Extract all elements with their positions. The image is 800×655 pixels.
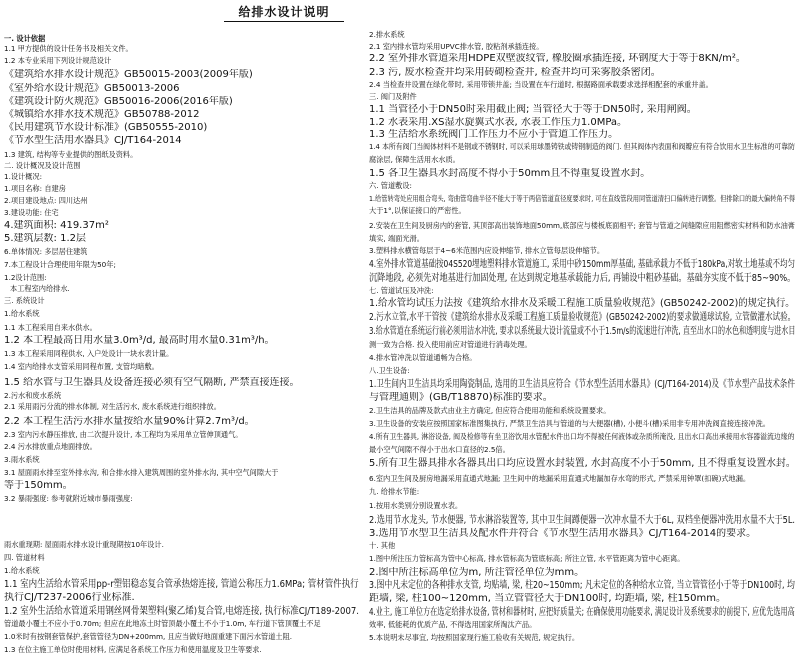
right-line: 效率, 低能耗的优质产品, 不得选用国家所淘汰产品。 [369,620,537,629]
right-line: 4.室外排水管道基础按04S520埋地塑料排水管道施工, 采用中砂150mm厚基础, 基础承载力不低于180kPa,对软土地基或不均匀 [369,259,795,270]
left-line: 1.1 甲方提供的设计任务书及相关文件。 [4,44,133,53]
right-line: 2.图中所注标高单位为m, 所注管径单位为mm。 [369,567,585,578]
left-line: 3.2 暴雨强度: 参考就附近城市暴雨强度: [4,494,133,503]
right-line: 1.给管转弯处应用组合弯头, 弯曲管弯曲半径不能大于等于两倍管道直径度要求时, 可在直线管段用同管道清扫口偏转进行调整。但排除口的最大偏转角不得 [369,194,796,203]
left-line: 二. 设计概况及设计范围 [4,161,81,170]
right-line: 5.本说明未尽事宜, 均按照国家现行施工验收有关规范, 规定执行。 [369,633,580,642]
right-line: 测一致为合格. 投入使用前应对管道进行消毒处理。 [369,340,532,349]
left-line: 5.建筑层数: 1.2层 [4,233,86,244]
page-title: 给排水设计说明 [238,5,330,19]
left-line: 1.1 室内生活给水管采用pp-r塑铝稳态复合管承热熔连接, 管道公称压力1.6MPa; 管材管件执行 [4,579,359,590]
left-line: 1.3 建筑, 结构等专业提供的图纸及资料。 [4,150,138,159]
left-line: 1.2 室外生活给水管道采用钢丝网骨架塑料(聚乙烯)复合管,电熔连接, 执行标准CJ/T189-2007. [4,606,359,617]
right-line: 2.4 当检查井设置在绿化带时, 采用带锁井盖; 当设置在车行道时, 根据路面承载要求选择相配套的承重井盖。 [369,80,713,89]
right-line: 1.按用水类别分别设置水表。 [369,501,463,510]
left-line: 1.2 本工程最高日用水量3.0m³/d, 最高时用水量0.31m³/h。 [4,335,275,346]
right-line: 1.4 本所有阀门当阀体材料不是钢或不锈钢时, 可以采用球墨铸铁或铸钢制造的阀门. 但其阀体内表面和阀瓣应有符合饮用水卫生标准的可靠防 [369,142,795,151]
right-line: 3.图中凡未定位的各种排水支管, 均贴墙, 梁, 柱20~150mm; 凡未定位的各种给水立管, 当立管管径小于等于DN100时, 均 [369,580,795,591]
right-line: 填实, 端面光滑。 [369,234,424,243]
right-line: 2.1 室内排水管均采用UPVC排水管, 胶粘剂承插连接。 [369,42,544,51]
left-line: 1.1 本工程采用自来水供水。 [4,323,97,332]
right-line: 2.污水立管,水平干管按《建筑给水排水及采暖工程施工质量验收规范》(GB50242-2002)的要求做通球试验, 立管做灌水试验。 [369,312,796,323]
left-line: 三. 系统设计 [4,296,45,305]
title-underline [224,21,344,22]
right-line: 2.3 污, 废水检查井均采用砖砌检查井, 检查井均可采雾胶条密闭。 [369,67,661,78]
right-line: 三. 阀门及附件 [369,92,417,101]
left-line: 2.1 采用雨污分流的排水体制, 对生活污水, 废水系统进行组织排放。 [4,402,221,411]
left-line: 3.建设功能: 住宅 [4,208,59,217]
left-line: 2.3 室内污水静压排放, 由二次提升设计, 本工程均为采用单立管伸顶通气。 [4,430,243,439]
right-line: 九. 给排水节能: [369,487,420,496]
left-line: 1.5 给水管与卫生器具及设备连接必须有空气隔断, 严禁直接连接。 [4,377,300,388]
left-line: 1.0米时有按钢套管保护,套管管径为DN+200mm, 且应当做好地面重建下面污水管道土阻. [4,632,293,641]
right-line: 十. 其他 [369,541,396,550]
left-line: 1.2 本专业采用下列设计规范设计 [4,56,112,65]
right-line: 2.排水系统 [369,30,405,39]
left-line: 2.4 污水排放重点地面排放。 [4,442,97,451]
right-line: 距墙, 梁, 柱100~120mm, 当立管管径大于DN100时, 均距墙, 梁, 柱150mm。 [369,593,727,604]
left-line: 7.本工程设计合理使用年限为50年; [4,260,116,269]
left-line: 等于150mm。 [4,480,73,491]
right-line: 腐涂层, 保障生活用水水质。 [369,155,460,164]
left-line: 管道最小覆土不应小于0.70m; 但应在此地冻土时管顶最小覆土不小于1.0m, 车行道下管顶覆土不足 [4,619,321,628]
right-line: 1.3 生活给水系统阀门工作压力不应小于管道工作压力。 [369,129,619,140]
right-line: 3.卫生设备的安装应按照国家标准图集执行, 严禁卫生洁具与管道的与大便器(槽), 小便斗(槽)采用非专用冲洗阀直接连接冲洗。 [369,419,770,428]
right-line: 2.选用节水龙头, 节水便器, 节水淋浴装置等, 其中卫生间蹲便器一次冲水量不大于6L, 双档坐便器冲洗用水量不大于5L. [369,515,795,526]
left-line: 6.单体情况: 多层居住建筑 [4,247,88,256]
left-line: 1.设计概况: [4,172,43,181]
right-line: 3.给水管道在系统运行前必须用洁水冲洗, 要求以系统最大设计流量或不小于1.5m/s的流速进行冲洗, 直至出水口的水色和透明度与进水目 [369,326,796,337]
right-line: 大于1°,以保证接口的严密性。 [369,206,466,215]
left-line: 1.2设计范围: [4,273,47,282]
left-line: 《建筑设计防火规范》GB50016-2006(2016年版) [4,96,233,107]
right-line: 八.卫生设备: [369,366,410,375]
right-line: 4.所有卫生器具, 淋浴设备, 阀及检修等有坐卫浴饮用水管配水件出口均不得被任何液体或杂质所淹没, 且出水口高出承接用水容器溢流边缘的 [369,432,795,441]
left-line: 1.4 室内给排水支管采用同程布置, 支管均暗敷。 [4,362,159,371]
left-line: 一. 设计依据 [4,34,46,43]
left-line: 1.3 在位主施工单位时使用材料, 应满足各系统工作压力和使用温度及卫生等要求. [4,645,262,654]
left-line: 本工程室内给排水. [10,284,70,293]
right-line: 3.选用节水型卫生洁具及配水件并符合《节水型生活用水器具》CJ/T164-2014的要求。 [369,528,757,539]
right-line: 1.5 各卫生器具水封高度不得小于50mm且不得重复设置水封。 [369,168,651,179]
right-line: 六. 管道敷设: [369,181,412,190]
right-line: 2.2 室外排水管道采用HDPE双壁波纹管, 橡胶圈承插连接, 环钢度大于等于8KN/m²。 [369,53,746,64]
right-line: 沉降地段, 必须先对地基进行加固处理, 在达到规定地基承载能力后, 再铺设中粗砂基础。基础夯实度不低于85~90%。 [369,273,796,284]
right-line: 1.卫生间内卫生洁具均采用陶瓷制品, 选用的卫生洁具应符合《节水型生活用水器具》(CJ/T164-2014)及《节水型产品技术条件 [369,379,796,390]
right-line: 1.2 水表采用.XS湿水旋翼式水表, 水表工作压力1.0MPa。 [369,117,628,128]
right-line: 2.卫生洁具的品牌及款式由业主方确定, 但应符合使用功能和系统设置要求。 [369,406,611,415]
left-line: 2.2 本工程生活污水排水量按给水量90%计算2.7m³/d。 [4,416,255,427]
left-line: 3.雨水系统 [4,455,40,464]
right-line: 3.塑料排水横管每层于4~6米范围内应设伸缩节, 排水立管每层设伸缩节。 [369,246,605,255]
left-line: 《室外给水设计规范》GB50013-2006 [4,83,180,94]
left-line: 《建筑给水排水设计规范》GB50015-2003(2009年版) [4,69,253,80]
left-line: 雨水重现期: 屋面雨水排水设计重现期按10年设计. [4,540,164,549]
right-line: 6.室内卫生间及厨房地漏采用直通式地漏; 卫生间中的地漏采用直通式地漏加存水弯的形式, 严禁采用钟罩(扣碗)式地漏。 [369,474,751,483]
left-line: 4.建筑面积: 419.37m² [4,220,109,231]
left-line: 1.项目名称: 自建房 [4,184,66,193]
left-line: 四. 管道材料 [4,553,45,562]
left-line: 《民用建筑节水设计标准》(GB50555-2010) [4,122,208,133]
left-line: 《节水型生活用水器具》CJ/T164-2014 [4,135,182,146]
right-line: 1.给水管均试压力法按《建筑给水排水及采暖工程施工质量验收规范》(GB50242-2002)的规定执行。 [369,298,795,309]
right-line: 4.业主, 施工单位方在选定给排水设备, 管材和器材时, 应把好质量关; 在确保使用功能要求, 满足设计及系统要求的前提下, 应优先选用高 [369,607,795,618]
left-line: 1.给水系统 [4,566,40,575]
right-line: 2.安装在卫生间及厨房内的套管, 其顶部高出装饰地面50mm,底部应与楼板底面相平; 套管与管道之间缝隙应用阻燃密实材料和防水油膏 [369,221,795,230]
left-line: 1.3 本工程采用同程供水, 入户处设计一块水表计量。 [4,349,174,358]
left-line: 2.污水和废水系统 [4,391,62,400]
right-line: 七. 管道试压及冲洗: [369,286,434,295]
left-line: 执行CJ/T237-2006行业标准. [4,592,135,603]
right-line: 1.1 当管径小于DN50时采用截止阀; 当管径大于等于DN50时, 采用闸阀。 [369,104,697,115]
right-line: 4.排水管冲洗以管道通畅为合格。 [369,353,477,362]
right-line: 5.所有卫生器具排水各器具出口均应设置水封装置, 水封高度不小于50mm, 且不得重复设置水封。 [369,458,796,469]
right-line: 与管理通则》(GB/T18870)标准的要求。 [369,392,553,403]
left-line: 3.1 屋面雨水排至室外排水沟, 和合排水排入建筑周围的室外排水沟, 其中空气间隙大于 [4,468,279,477]
left-line: 2.项目建设地点: 四川达州 [4,196,88,205]
right-line: 最小空气间隙不得小于出水口直径的2.5倍。 [369,445,510,454]
left-line: 1.给水系统 [4,309,40,318]
left-line: 《城镇给水排水技术规范》GB50788-2012 [4,109,200,120]
right-line: 1.图中所注压力管标高为管中心标高, 排水管标高为管底标高; 所注立管, 水平管距离为管中心距离。 [369,554,685,563]
